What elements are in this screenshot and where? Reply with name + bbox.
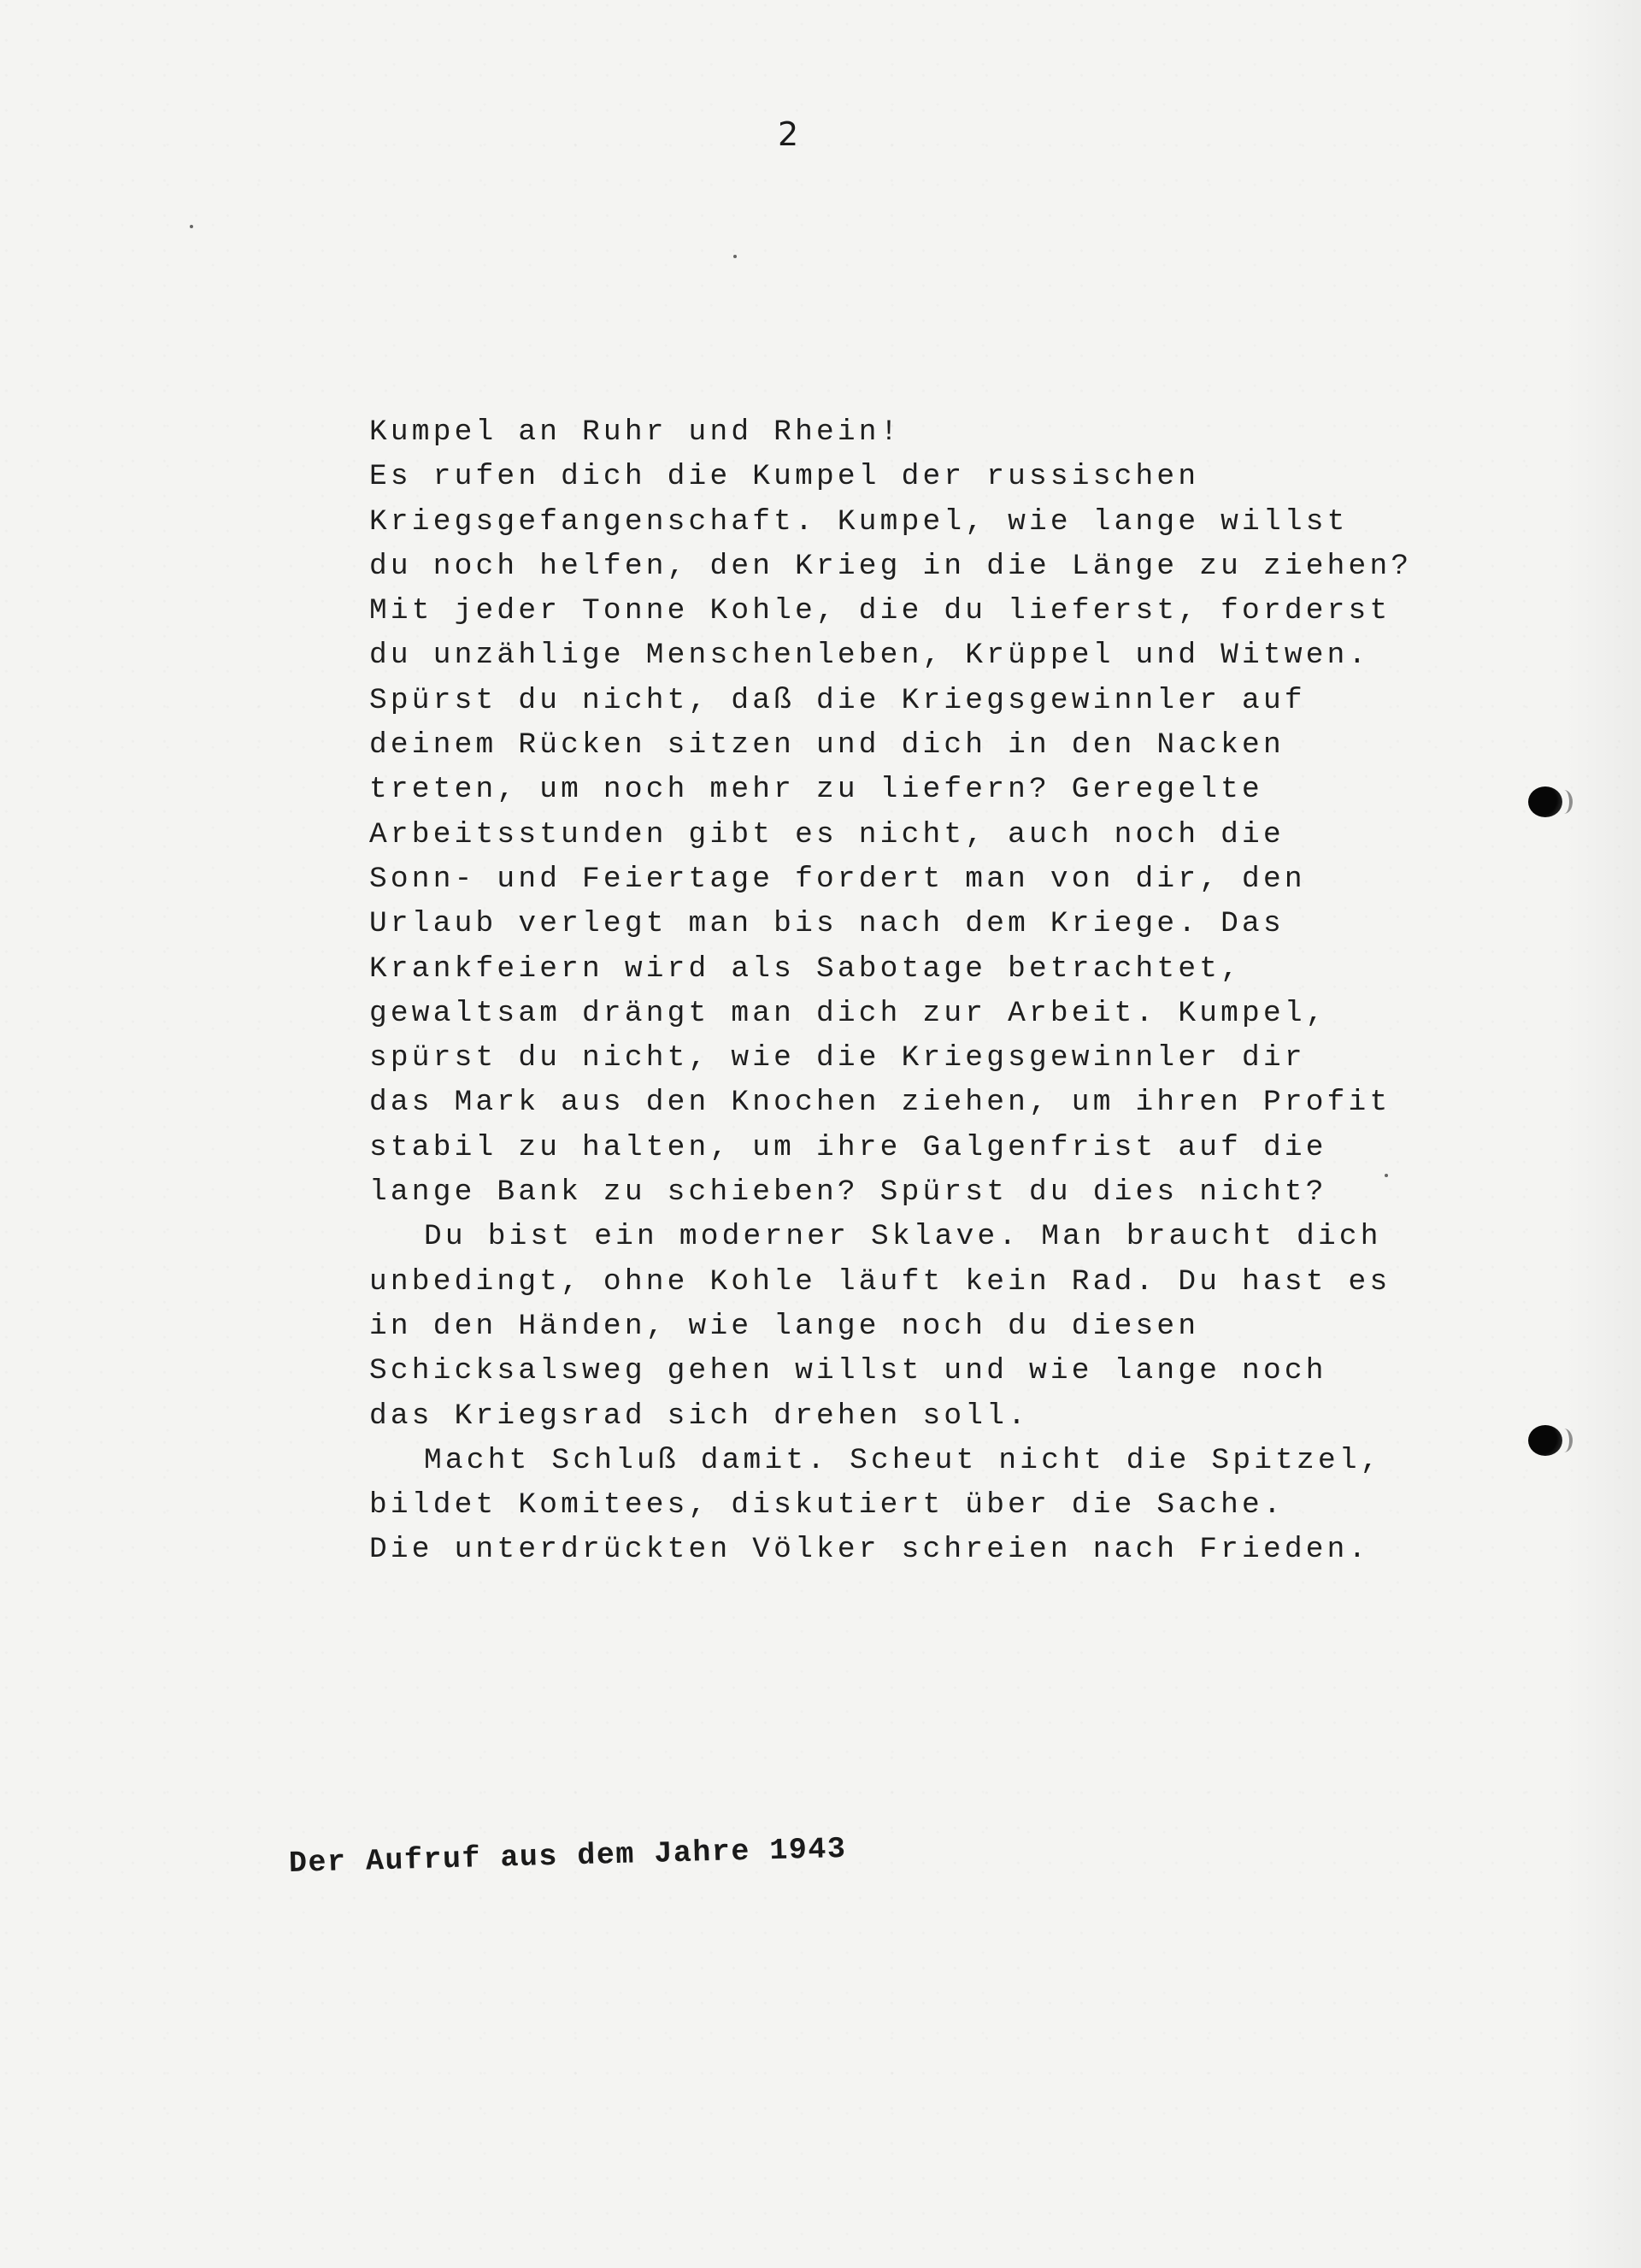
text-line: treten, um noch mehr zu liefern? Geregelte	[369, 773, 1263, 807]
text-line: Spürst du nicht, daß die Kriegsgewinnler auf	[369, 683, 1306, 717]
text-line: deinem Rücken sitzen und dich in den Nacken	[369, 728, 1285, 763]
text-line: Schicksalsweg gehen willst und wie lange noch	[369, 1354, 1327, 1388]
punch-hole	[1528, 786, 1562, 817]
text-line: Urlaub verlegt man bis nach dem Kriege. Das	[369, 907, 1285, 941]
appeal-text	[369, 410, 1413, 1573]
text-line: das Kriegsrad sich drehen soll.	[369, 1399, 1030, 1433]
text-line: spürst du nicht, wie die Kriegsgewinnler dir	[369, 1041, 1306, 1075]
text-line: in den Händen, wie lange noch du diesen	[369, 1309, 1200, 1343]
text-line: lange Bank zu schieben? Spürst du dies nicht?	[369, 1175, 1327, 1210]
text-line: Kumpel an Ruhr und Rhein!	[369, 415, 902, 449]
text-line: Mit jeder Tonne Kohle, die du lieferst, forderst	[369, 594, 1391, 628]
text-line: gewaltsam drängt man dich zur Arbeit. Kumpel,	[369, 996, 1327, 1030]
caption: Der Aufruf aus dem Jahre 1943	[288, 1831, 847, 1881]
scan-edge-shadow	[1564, 0, 1641, 2268]
text-line: Krankfeiern wird als Sabotage betrachtet,	[369, 951, 1243, 986]
text-line: unbedingt, ohne Kohle läuft kein Rad. Du hast es	[369, 1264, 1391, 1299]
page-number: 2	[778, 115, 800, 153]
scan-speck	[733, 255, 737, 258]
text-line: stabil zu halten, um ihre Galgenfrist auf die	[369, 1130, 1327, 1164]
text-line: du unzählige Menschenleben, Krüppel und Witwen.	[369, 639, 1370, 673]
text-line: du noch helfen, den Krieg in die Länge zu ziehen?	[369, 549, 1413, 583]
text-line: Macht Schluß damit. Scheut nicht die Spitzel,	[424, 1443, 1382, 1477]
text-line: Die unterdrückten Völker schreien nach Frieden.	[369, 1533, 1370, 1567]
text-line: Es rufen dich die Kumpel der russischen	[369, 460, 1200, 494]
text-line: Kriegsgefangenschaft. Kumpel, wie lange willst	[369, 504, 1349, 539]
text-line: Arbeitsstunden gibt es nicht, auch noch die	[369, 817, 1285, 851]
scan-speck	[1385, 1174, 1388, 1177]
scan-speck	[190, 225, 193, 228]
text-line: Du bist ein moderner Sklave. Man braucht dich	[424, 1220, 1382, 1254]
punch-hole	[1528, 1425, 1562, 1456]
text-line: Sonn- und Feiertage fordert man von dir, den	[369, 862, 1306, 896]
text-line: bildet Komitees, diskutiert über die Sache.	[369, 1488, 1285, 1523]
text-line: das Mark aus den Knochen ziehen, um ihren Profit	[369, 1086, 1391, 1120]
